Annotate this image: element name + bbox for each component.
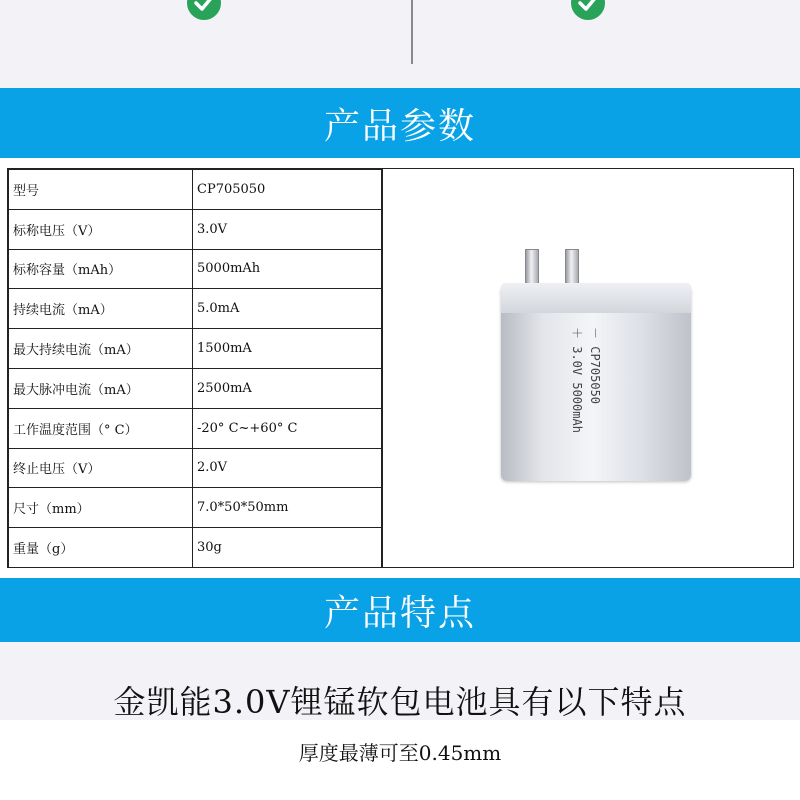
- check-circle-icon: [571, 0, 605, 20]
- product-features-title: 产品特点: [323, 592, 476, 634]
- spec-label: 标称容量（mAh）: [9, 249, 193, 289]
- spec-table: [8, 169, 382, 568]
- spec-label: 型号: [9, 170, 193, 210]
- spec-label: 最大脉冲电流（mA）: [9, 368, 193, 408]
- features-headline: 金凯能3.0V锂锰软包电池具有以下特点: [113, 683, 687, 721]
- spec-value: 2.0V: [193, 448, 382, 488]
- spec-row: [9, 368, 382, 408]
- spec-label: 持续电流（mA）: [9, 289, 193, 329]
- product-params-banner: [0, 88, 800, 158]
- spec-label: 工作温度范围（° C）: [9, 408, 193, 448]
- spec-value: -20° C~+60° C: [193, 408, 382, 448]
- spec-label: 尺寸（mm）: [9, 488, 193, 528]
- battery-image-cell: [382, 169, 793, 567]
- spec-row: [9, 289, 382, 329]
- top-comparison-area: [0, 0, 800, 88]
- spec-row: [9, 408, 382, 448]
- spec-value: 3.0V: [193, 209, 382, 249]
- spec-row: [9, 170, 382, 210]
- spec-value: 5000mAh: [193, 249, 382, 289]
- spec-value: 1500mA: [193, 329, 382, 369]
- spec-label: 最大持续电流（mA）: [9, 329, 193, 369]
- check-circle-icon: [187, 0, 221, 20]
- product-features-banner: [0, 578, 800, 642]
- spec-row: [9, 448, 382, 488]
- spec-value: 2500mA: [193, 368, 382, 408]
- spec-label: 终止电压（V）: [9, 448, 193, 488]
- spec-row: [9, 528, 382, 568]
- battery-label-line2: ＋ 3.0V 5000mAh: [570, 327, 584, 433]
- spec-panel: [7, 168, 794, 568]
- spec-value: 5.0mA: [193, 289, 382, 329]
- spec-value: CP705050: [193, 170, 382, 210]
- feature-point: 厚度最薄可至0.45mm: [298, 741, 502, 765]
- spec-value: 7.0*50*50mm: [193, 488, 382, 528]
- center-divider: [411, 0, 413, 64]
- spec-value: 30g: [193, 528, 382, 568]
- spec-row: [9, 249, 382, 289]
- battery-label-line1: － CP705050: [588, 327, 602, 405]
- spec-row: [9, 488, 382, 528]
- product-params-title: 产品参数: [323, 105, 476, 147]
- spec-row: [9, 329, 382, 369]
- spec-label: 重量（g）: [9, 528, 193, 568]
- battery-label: [568, 327, 608, 467]
- spec-label: 标称电压（V）: [9, 209, 193, 249]
- battery-seal: [501, 283, 691, 313]
- spec-row: [9, 209, 382, 249]
